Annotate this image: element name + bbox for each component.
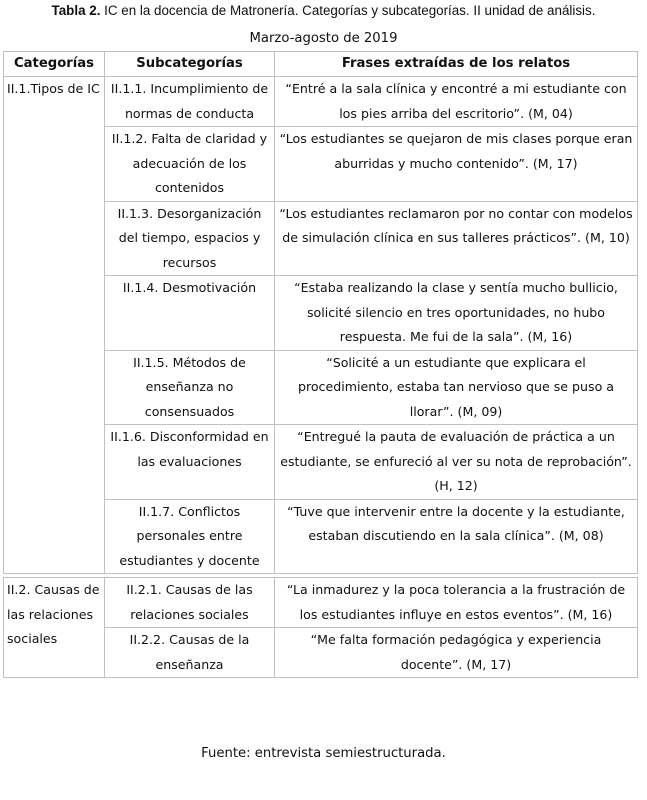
table-caption-subtitle: Marzo-agosto de 2019 [249, 31, 398, 46]
quote-cell: “Los estudiantes se quejaron de mis clases porque eran aburridas y mucho contenido”. (M, 17) [275, 127, 638, 202]
subcategory-cell: II.1.2. Falta de claridad y adecuación de los contenidos [105, 127, 275, 202]
quote-cell: “Estaba realizando la clase y sentía mucho bullicio, solicité silencio en tres oportunidades, no hubo respuesta. Me fui de la sala”. (M, 16) [275, 276, 638, 351]
category-cell: II.2. Causas de las relaciones sociales [4, 578, 105, 678]
table-caption-label: Tabla 2. [51, 3, 101, 18]
subcategory-cell: II.1.3. Desorganización del tiempo, espacios y recursos [105, 201, 275, 276]
table-row [4, 578, 638, 628]
subcategory-cell: II.1.6. Disconformidad en las evaluaciones [105, 425, 275, 500]
table-caption [0, 3, 647, 18]
table-caption-title: IC en la docencia de Matronería. Categorías y subcategorías. II unidad de análisis. [104, 3, 596, 18]
subcategory-cell: II.1.5. Métodos de enseñanza no consensuados [105, 350, 275, 425]
quote-cell: “Entregué la pauta de evaluación de práctica a un estudiante, se enfureció al ver su nota de reprobación”. (H, 12) [275, 425, 638, 500]
table-row [4, 77, 638, 127]
header-subcategorias: Subcategorías [105, 52, 275, 77]
header-frases: Frases extraídas de los relatos [275, 52, 638, 77]
quote-cell: “Solicité a un estudiante que explicara el procedimiento, estaba tan nervioso que se puso a llorar”. (M, 09) [275, 350, 638, 425]
quote-cell: “Me falta formación pedagógica y experiencia docente”. (M, 17) [275, 628, 638, 678]
subcategory-cell: II.2.2. Causas de la enseñanza [105, 628, 275, 678]
categories-table [3, 51, 638, 678]
quote-cell: “Entré a la sala clínica y encontré a mi estudiante con los pies arriba del escritorio”. (M, 04) [275, 77, 638, 127]
table-header-row [4, 52, 638, 77]
subcategory-cell: II.2.1. Causas de las relaciones sociales [105, 578, 275, 628]
table-body [4, 77, 638, 678]
header-categorias: Categorías [4, 52, 105, 77]
source-note: Fuente: entrevista semiestructurada. [201, 746, 446, 761]
subcategory-cell: II.1.1. Incumplimiento de normas de conducta [105, 77, 275, 127]
category-cell: II.1.Tipos de IC [4, 77, 105, 574]
subcategory-cell: II.1.4. Desmotivación [105, 276, 275, 351]
quote-cell: “La inmadurez y la poca tolerancia a la frustración de los estudiantes influye en estos eventos”. (M, 16) [275, 578, 638, 628]
quote-cell: “Tuve que intervenir entre la docente y la estudiante, estaban discutiendo en la sala clínica”. (M, 08) [275, 499, 638, 574]
quote-cell: “Los estudiantes reclamaron por no contar con modelos de simulación clínica en sus talleres prácticos”. (M, 10) [275, 201, 638, 276]
subcategory-cell: II.1.7. Conflictos personales entre estudiantes y docente [105, 499, 275, 574]
